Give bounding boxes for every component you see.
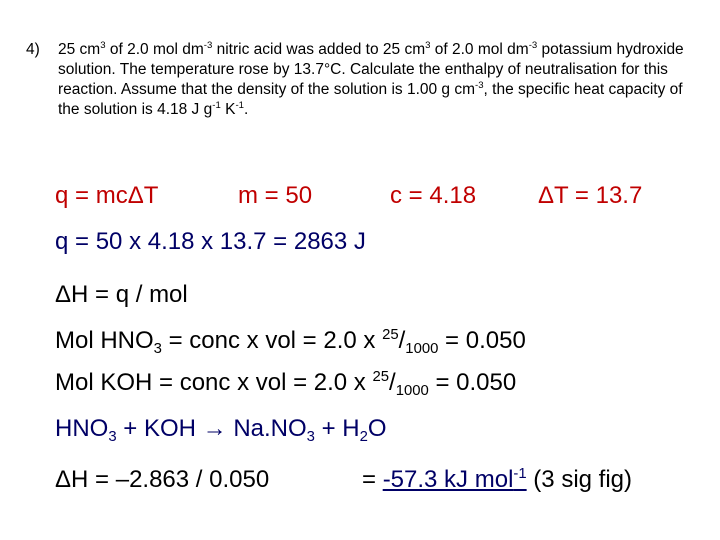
question-part: nitric acid was added to 25 cm: [212, 41, 426, 58]
question-part: 25 cm: [58, 41, 101, 58]
question-sup: -1: [212, 100, 221, 112]
enthalpy-formula: ΔH = q / mol: [55, 281, 188, 308]
neutralisation-equation: $HNO_3$ + KOH → $Na.NO_3 + H_2O$: [55, 415, 387, 446]
givens-temperature-change: ΔT = 13.7: [538, 182, 643, 209]
question-part: of 2.0 mol dm: [105, 41, 204, 58]
question-sup: -3: [203, 40, 213, 52]
question-part: .: [243, 101, 249, 118]
question-part: potassium hydroxide solution. The temperature rose by 13.7°C. Calculate the enthalpy of neutralisation for this reaction. Assume that the density of the solution is 1.00 g cm: [58, 41, 684, 98]
question-sup: 3: [100, 40, 106, 52]
mol-hno3-line: Mol $HNO_3$ = conc x vol = 2.0 x $^{25}/_{1000} = 0.050$: [55, 327, 526, 358]
givens-specific-heat: c = 4.18: [390, 182, 477, 209]
question-text: [26, 40, 706, 120]
q-calculation: q = 50 x 4.18 x 13.7 = 2863 J: [55, 228, 366, 255]
question-part: K: [220, 101, 236, 118]
final-enthalpy-calculation: ΔH = –2.863 / 0.050: [55, 466, 270, 493]
question-part: , the specific heat capacity of the solution is 4.18 J g: [58, 81, 683, 118]
final-answer-line: = -57.3 kJ mol$^{-1}$ (3 sig fig): [362, 466, 633, 493]
givens-mass: m = 50: [238, 182, 313, 209]
question-body: [58, 40, 706, 120]
question-sup: -1: [235, 100, 244, 112]
givens-formula: q = mcΔT: [55, 182, 159, 209]
question-sup: -3: [528, 40, 538, 52]
sig-fig-note: (3 sig fig): [526, 466, 633, 493]
final-answer: -57.3 kJ mol$^{-1}$: [382, 466, 527, 493]
question-sup: 3: [425, 40, 431, 52]
question-number: 4): [26, 41, 40, 58]
mol-koh-line: Mol KOH = conc x vol = 2.0 x $^{25}/_{1000} = 0.050$: [55, 369, 517, 400]
question-sup: -3: [475, 80, 484, 92]
question-part: of 2.0 mol dm: [430, 41, 529, 58]
